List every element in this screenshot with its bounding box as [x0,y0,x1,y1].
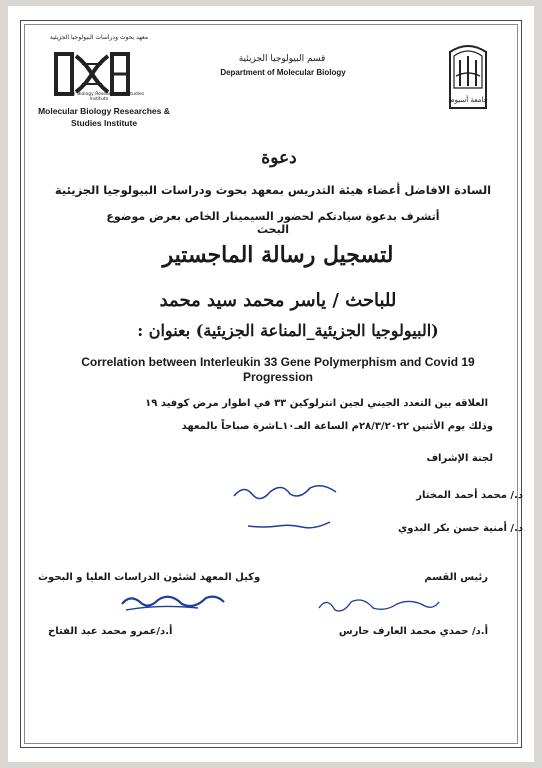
committee-label: لجنة الإشراف [426,453,493,464]
signature-member-1 [230,478,340,504]
thesis-title-ar: العلاقه بين التعدد الجيني لجين انترلوكين ٣٣ في اطوار مرض كوفيد ١٩ [145,398,488,409]
signature-member-2 [244,514,334,536]
field-line: (البيولوجيا الجزيئية_المناعة الجزيئية) بعنوان : [137,321,439,340]
request-line: أتشرف بدعوة سيادتكم لحضور السيمينار الخاص بعرض موضوع البحث [106,210,440,236]
document-page [8,6,534,762]
addressee-line: السادة الافاضل أعضاء هيئة التدريس بمعهد بحوث ودراسات البيولوجيا الجزيئية [54,183,492,197]
svg-text:جامعة أسيوط: جامعة أسيوط [448,96,488,104]
purpose-heading: لتسجيل رسالة الماجستير [162,242,394,268]
institute-small-en: Molecular Biology Researches & Studies Institute [53,92,145,102]
researcher-name: للباحث / ياسر محمد سيد محمد [159,290,397,311]
head-role: رئيس القسم [424,572,488,583]
head-name: أ.د/ حمدي محمد العارف حارس [338,626,488,637]
vice-name: أ.د/عمرو محمد عبد الفتاح [48,626,173,637]
department-ar: قسم البيولوجيا الجزيئية [238,54,326,64]
signature-head [313,592,443,618]
invitation-title: دعوة [261,148,297,168]
thesis-title-en: Correlation between Interleukin 33 Gene Polymerphism and Covid 19 Progression [81,355,475,384]
committee-member-2: د./ أمنية حسن بكر البدوي [398,523,523,534]
vice-role: وكيل المعهد لشئون الدراسات العليا و البحوث [38,572,261,583]
datetime-line: وذلك يوم الأثنين ٢٨/٣/٢٠٢٢م الساعة العـ١٠ـاشرة صباحاً بالمعهد [181,421,493,432]
signature-vice [118,590,228,616]
institute-small-ar: معهد بحوث ودراسات البيولوجيا الجزيئية [49,34,149,41]
department-en: Department of Molecular Biology [220,68,346,77]
institute-name: Molecular Biology Researches & Studies Institute [38,106,170,128]
committee-member-1: د./ محمد أحمد المختار [416,490,523,501]
university-seal-icon [446,42,490,110]
